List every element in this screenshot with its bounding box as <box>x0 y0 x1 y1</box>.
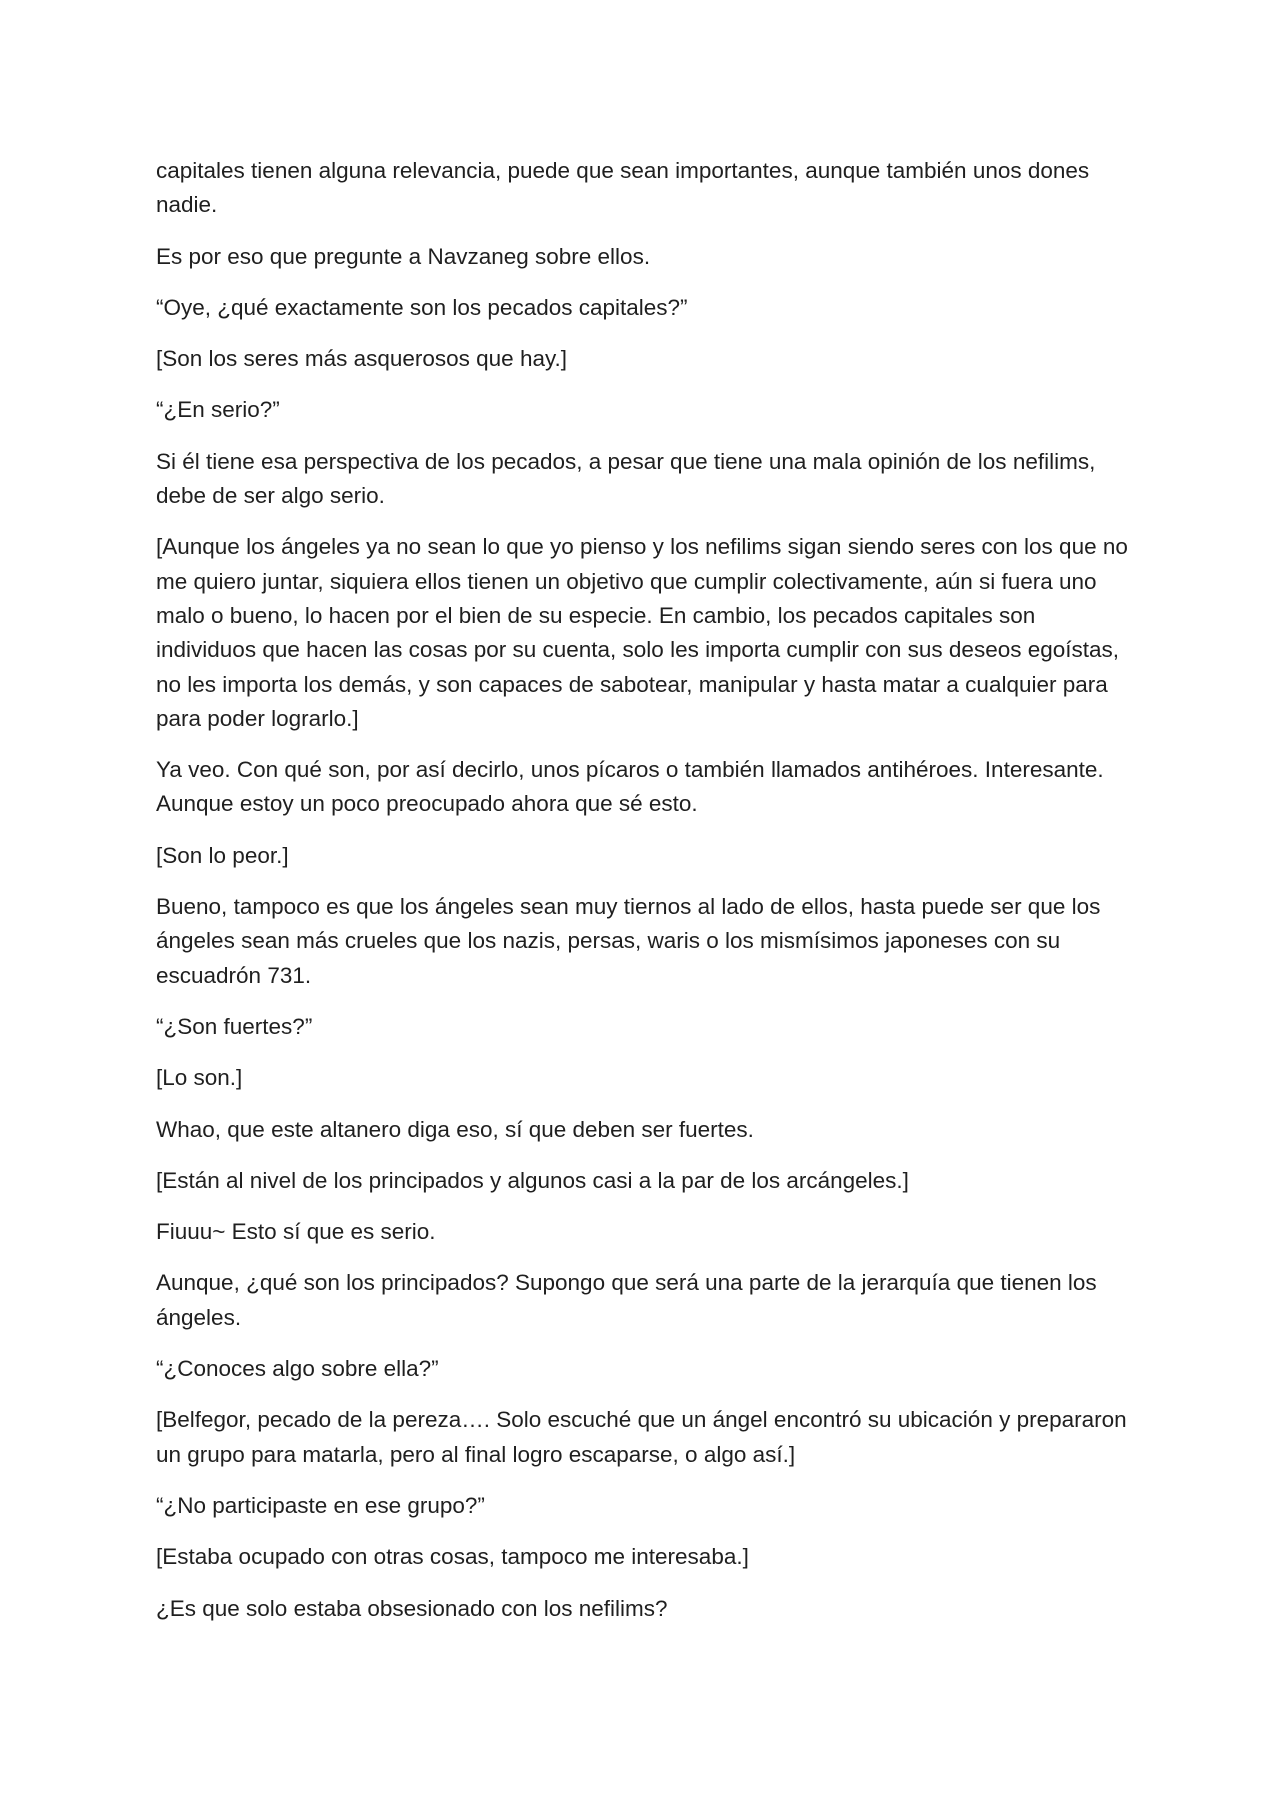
paragraph: Fiuuu~ Esto sí que es serio. <box>156 1219 436 1245</box>
paragraph: “¿Son fuertes?” <box>156 1013 313 1039</box>
paragraph: Ya veo. Con qué son, por así decirlo, unos pícaros o también llamados antihéroes. Interesante. Aunque estoy un poco preocupado ahora que sé esto. <box>156 757 1104 817</box>
paragraph: “Oye, ¿qué exactamente son los pecados capitales?” <box>156 294 688 320</box>
paragraph: [Aunque los ángeles ya no sean lo que yo pienso y los nefilims sigan siendo seres con los que no me quiero juntar, siquiera ellos tienen un objetivo que cumplir colectivamente, aún si fuera uno malo o bueno, lo hacen por el bien de su especie. En cambio, los pecados capitales son individuos que hacen las cosas por su cuenta, solo les importa cumplir con sus deseos egoístas, no les importa los demás, y son capaces de sabotear, manipular y hasta matar a cualquier para para poder lograrlo.] <box>156 534 1128 731</box>
paragraph: capitales tienen alguna relevancia, puede que sean importantes, aunque también unos dones nadie. <box>156 158 1090 218</box>
paragraph: [Estaba ocupado con otras cosas, tampoco me interesaba.] <box>156 1544 749 1570</box>
paragraph: ¿Es que solo estaba obsesionado con los nefilims? <box>156 1595 668 1621</box>
paragraph: [Son lo peor.] <box>156 842 289 868</box>
paragraph: Es por eso que pregunte a Navzaneg sobre ellos. <box>156 243 651 269</box>
paragraph: “¿En serio?” <box>156 397 280 423</box>
paragraph: [Lo son.] <box>156 1065 243 1091</box>
paragraph: Aunque, ¿qué son los principados? Supongo que será una parte de la jerarquía que tienen los ángeles. <box>156 1270 1097 1330</box>
paragraph: [Están al nivel de los principados y algunos casi a la par de los arcángeles.] <box>156 1167 909 1193</box>
paragraph: Bueno, tampoco es que los ángeles sean muy tiernos al lado de ellos, hasta puede ser que los ángeles sean más crueles que los nazis, persas, waris o los mismísimos japoneses con su escuadrón 731. <box>156 894 1101 988</box>
document-body <box>156 154 1141 1643</box>
paragraph: “¿Conoces algo sobre ella?” <box>156 1356 439 1382</box>
paragraph: Si él tiene esa perspectiva de los pecados, a pesar que tiene una mala opinión de los nefilims, debe de ser algo serio. <box>156 448 1096 509</box>
paragraph: [Son los seres más asquerosos que hay.] <box>156 346 568 372</box>
paragraph: Whao, que este altanero diga eso, sí que deben ser fuertes. <box>156 1116 754 1142</box>
paragraph: [Belfegor, pecado de la pereza…. Solo escuché que un ángel encontró su ubicación y prepararon un grupo para matarla, pero al final logro escaparse, o algo así.] <box>156 1407 1127 1467</box>
paragraph: “¿No participaste en ese grupo?” <box>156 1492 485 1518</box>
